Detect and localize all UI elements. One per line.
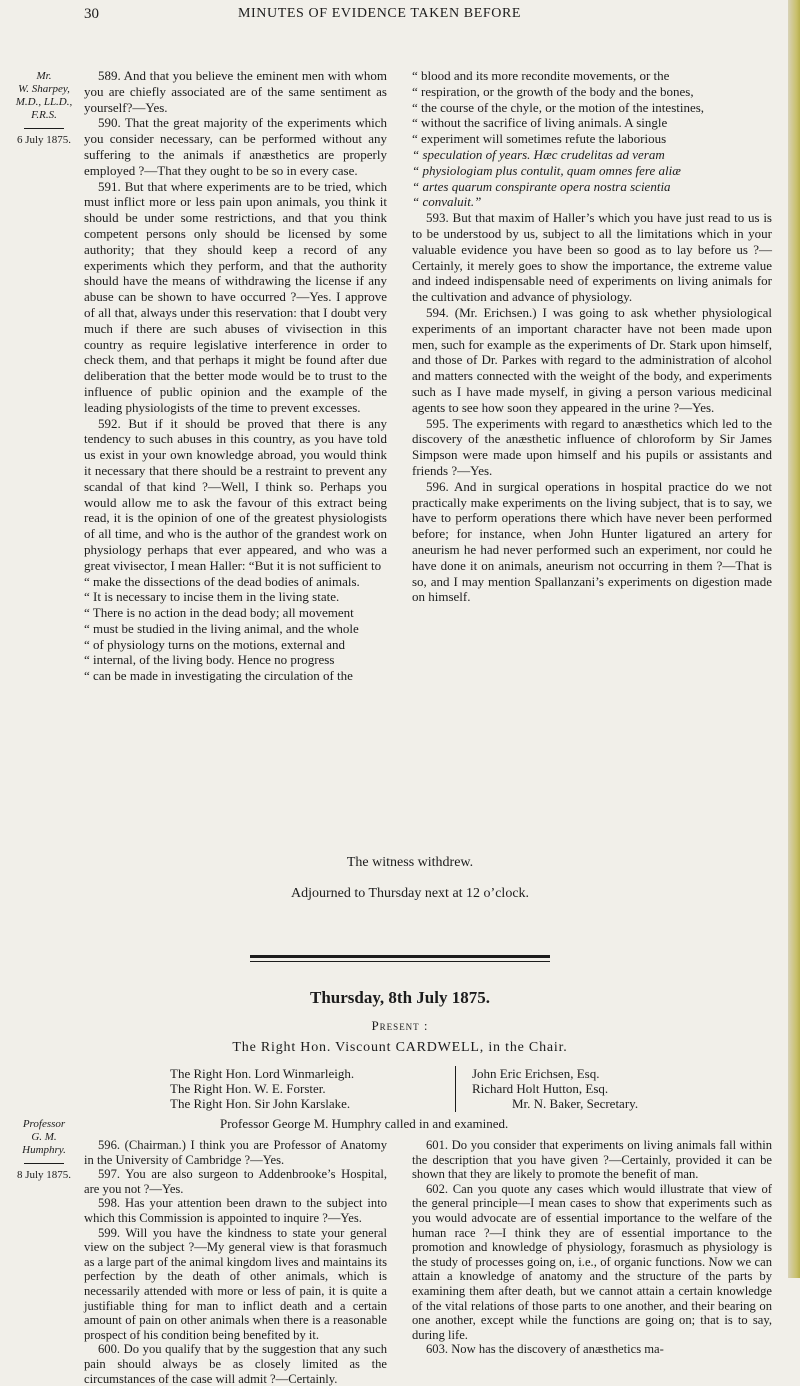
- quote-line: “ must be studied in the living animal, and the whole: [84, 620, 359, 636]
- paragraph: 589. And that you believe the eminent men with whom you are chiefly associated are of the same sentiment as yourself?—Yes.: [84, 68, 387, 115]
- present-label: Present :: [371, 1018, 429, 1033]
- section-rule-thick: [250, 955, 550, 958]
- member-name: The Right Hon. W. E. Forster.: [170, 1081, 326, 1096]
- page-edge: [788, 0, 800, 1278]
- adjourned-note: Adjourned to Thursday next at 12 o’clock.: [290, 886, 530, 901]
- margin-witness-line: Humphry.: [22, 1144, 66, 1156]
- quote-line: “ It is necessary to incise them in the living state.: [84, 589, 340, 605]
- paragraph: 596. And in surgical operations in hospital practice do we not practically make experiments on the living subject, that is to say, we have to perform operations there which have never been performed before; for instance, when John Hunter ligatured an artery for aneurism he had never performed such an experiment, nor could he have done it on animals, aneurism not occurring in them ?—That is so, and I may mention Spallanzani’s experiments on digestion made on himself.: [412, 478, 772, 605]
- margin-date: 6 July 1875.: [16, 134, 72, 146]
- quote-line: “ blood and its more recondite movements, or the: [412, 68, 670, 83]
- paragraph: 595. The experiments with regard to anæsthetics which led to the discovery of the anæsthetic influence of chloroform by Sir James Simpson were made upon himself and his pupils or assistants and friends ?—Yes.: [412, 415, 772, 478]
- member-name: The Right Hon. Lord Winmarleigh.: [170, 1066, 355, 1081]
- margin-witness-bottom: [10, 1118, 78, 1182]
- session-date-heading: Thursday, 8th July 1875.: [310, 988, 490, 1007]
- margin-witness-line: F.R.S.: [31, 109, 57, 121]
- right-column-bottom: [412, 1138, 772, 1357]
- paragraph: 598. Has your attention been drawn to the subject into which this Commission is appointed to inquire ?—Yes.: [84, 1196, 387, 1225]
- members-divider: [455, 1066, 456, 1112]
- margin-witness-line: Professor: [22, 1118, 66, 1130]
- paragraph: 600. Do you qualify that by the suggestion that any such pain should always be as closely limited as the circumstances of the case will admit ?—Certainly.: [84, 1342, 387, 1386]
- member-name: Richard Holt Hutton, Esq.: [472, 1081, 609, 1096]
- margin-witness-top: [14, 70, 74, 147]
- paragraph: 594. (Mr. Erichsen.) I was going to ask whether physiological experiments of an important character have not been made upon men, such for example as the experiments of Dr. Stark upon himself, and those of Dr. Parkes with regard to the administration of alcohol and matters connected with the weight of the body, and experiments such as I have made myself, in giving a person various medicinal agents to see how soon they appeared in the urine ?—Yes.: [412, 304, 772, 415]
- paragraph: 599. Will you have the kindness to state your general view on the subject ?—My general view is that forasmuch as a large part of the animal kingdom lives and maintains its perfection by the death of other animals, which is necessarily attended with more or less of pain, it is quite a justifiable thing for man to inflict death and a certain amount of pain on other animals when there is a reasonable prospect of his condition being benefited by it.: [84, 1225, 387, 1342]
- paragraph: 593. But that maxim of Haller’s which you have just read to us is to be understood by us, subject to all the limitations which in your valuable evidence you have been so good as to lay before us ?—Certainly, it merely goes to show the importance, the extreme value and indeed indispensable need of experiments on living animals for the cultivation and advance of physiology.: [412, 210, 772, 305]
- quote-line: “ speculation of years. Hæc crudelitas ad veram: [412, 146, 665, 162]
- member-name: John Eric Erichsen, Esq.: [472, 1066, 600, 1081]
- members-right: [472, 1066, 762, 1111]
- quote-line: “ can be made in investigating the circulation of the: [84, 668, 353, 684]
- quote-line: “ of physiology turns on the motions, external and: [84, 636, 346, 652]
- quote-line: “ make the dissections of the dead bodies of animals.: [84, 573, 360, 589]
- quote-line: “ experiment will sometimes refute the laborious: [412, 131, 667, 147]
- right-column-top: [412, 68, 772, 605]
- quote-line: “ artes quarum conspirante opera nostra scientia: [412, 178, 671, 194]
- margin-date: 8 July 1875.: [16, 1169, 72, 1181]
- quote-line: “ convaluit.”: [412, 194, 482, 210]
- quote-line: “ physiologiam plus contulit, quam omnes fere aliæ: [412, 162, 681, 178]
- margin-rule: [24, 1163, 64, 1164]
- left-column-bottom: [84, 1138, 387, 1386]
- paragraph: 592. But if it should be proved that there is any tendency to such abuses in this country, as you have told us exist in your own knowledge abroad, you would think it necessary that there should be a restraint to prevent any scandal of that kind ?—Well, I think so. Perhaps you would allow me to ask the favour of this extract being read, it is the opinion of one of the greatest physiologists of all time, and who is the author of the grandest work on physiology perhaps that ever appeared, and who was a great vivisector, I mean Haller: “But it is not sufficient to: [84, 415, 387, 573]
- margin-rule: [24, 128, 64, 129]
- examined-line: Professor George M. Humphry called in and examined.: [220, 1116, 509, 1131]
- witness-withdrew: The witness withdrew.: [346, 855, 474, 870]
- margin-witness-line: W. Sharpey,: [18, 83, 70, 95]
- member-name: Mr. N. Baker, Secretary.: [512, 1096, 639, 1111]
- paragraph: 601. Do you consider that experiments on living animals fall within the description that you have given ?—Certainly, provided it can be shown that they are likely to promote the benefit of man.: [412, 1138, 772, 1182]
- running-head: MINUTES OF EVIDENCE TAKEN BEFORE: [238, 6, 522, 21]
- page-number: 30: [84, 6, 99, 22]
- quote-line: “ There is no action in the dead body; all movement: [84, 605, 354, 621]
- section-rule-thin: [250, 961, 550, 962]
- chair-line: The Right Hon. Viscount CARDWELL, in the Chair.: [232, 1040, 568, 1055]
- paragraph: 597. You are also surgeon to Addenbrooke’s Hospital, are you not ?—Yes.: [84, 1167, 387, 1196]
- margin-witness-line: G. M.: [31, 1131, 57, 1143]
- paragraph: 602. Can you quote any cases which would illustrate that view of the general principle—I mean cases to show that experiments such as you would advocate are of essential importance to the welfare of the human race ?—I think they are of essential importance to the promotion and knowledge of physiology, forasmuch as physiology is the study of processes going on, i.e., of organic functions. Now we can attain a knowledge of anatomy and the structure of the parts by examining them after death, but we cannot attain a certain knowledge of the vital relations of those parts to one another, and their bearing on one another, except while the functions are going on; that is to say, during life.: [412, 1181, 772, 1342]
- margin-witness-line: Mr.: [36, 70, 52, 82]
- quote-line: “ without the sacrifice of living animals. A single: [412, 115, 668, 131]
- paragraph: 591. But that where experiments are to be tried, which must inflict more or less pain upon animals, you think it should be under some restrictions, and that you think competent persons only should be licensed by some authority; that they should keep a record of any experiments which they perform, and that the authority should have the means of withdrawing the license if any abuse can be shown to have occurred ?—Yes. I approve of all that, always under this reservation: that I doubt very much if there are such abuses of vivisection in this country as require legislative interference in order to check them, and that perhaps it might be found after due deliberation that the better mode would be to trust to the influence of public opinion and the example of the leading physiologists of the time to prevent excesses.: [84, 178, 387, 415]
- member-name: The Right Hon. Sir John Karslake.: [170, 1096, 351, 1111]
- margin-witness-line: M.D., LL.D.,: [15, 96, 73, 108]
- quote-line: “ internal, of the living body. Hence no progress: [84, 652, 335, 668]
- paragraph: 590. That the great majority of the experiments which you consider necessary, can be performed without any suffering to the animals if anæsthetics are properly employed ?—That they ought to be so in every case.: [84, 115, 387, 178]
- left-column-top: [84, 68, 387, 684]
- paragraph: 596. (Chairman.) I think you are Professor of Anatomy in the University of Cambridge ?—Yes.: [84, 1138, 387, 1167]
- paragraph: 603. Now has the discovery of anæsthetics ma-: [426, 1342, 664, 1357]
- members-left: [170, 1066, 450, 1111]
- quote-line: “ respiration, or the growth of the body and the bones,: [412, 83, 694, 99]
- quote-line: “ the course of the chyle, or the motion of the intestines,: [412, 99, 705, 115]
